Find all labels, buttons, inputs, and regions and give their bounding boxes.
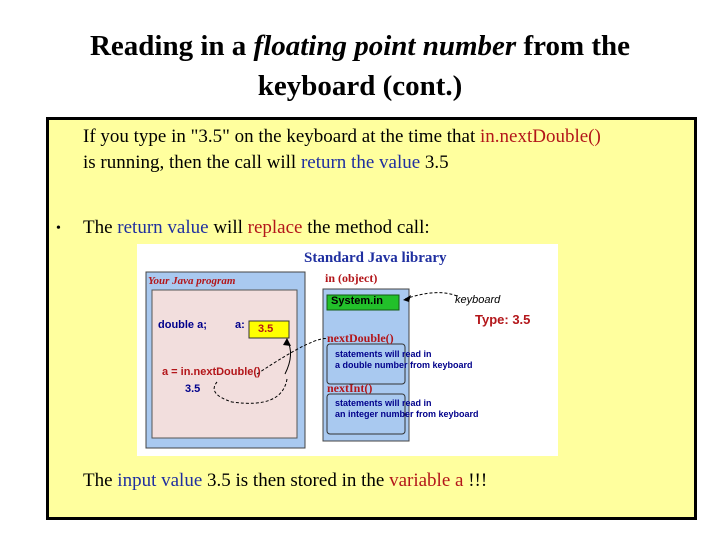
- title-text-1: Reading in a: [89, 30, 254, 62]
- bullet-replace: replace: [247, 217, 303, 238]
- bullet-return-value: return value: [117, 217, 209, 238]
- program-label: Your Java program: [148, 275, 236, 287]
- para2-line: [83, 469, 487, 493]
- nextdouble-statements: [335, 349, 473, 371]
- nd-stmt-line2: a double number from keyboard: [335, 360, 473, 370]
- assign-value: 3.5: [185, 383, 201, 395]
- bullet-text-a: The: [83, 217, 118, 238]
- ni-stmt-line1: statements will read in: [335, 398, 432, 408]
- title-text-2: from the: [516, 30, 631, 62]
- para1-line1: [83, 125, 601, 149]
- nextdouble-label: nextDouble(): [327, 331, 394, 345]
- std-lib-label: Standard Java library: [304, 250, 447, 266]
- ni-stmt-line2: an integer number from keyboard: [335, 409, 479, 419]
- para1-text: If you type in "3.5" on the keyboard at the time that: [83, 126, 480, 147]
- bullet-symbol: •: [56, 221, 61, 236]
- bullet-text-e: the method call:: [302, 217, 430, 238]
- para1-method-call: in.nextDouble(): [480, 126, 601, 147]
- slide-title: [0, 26, 720, 106]
- title-text-italic: floating point number: [253, 30, 517, 62]
- nextint-statements: [335, 398, 479, 420]
- double-decl-label: double a;: [158, 319, 207, 331]
- para1-text-2: is running, then the call will: [83, 152, 301, 173]
- para2-text-e: !!!: [463, 470, 488, 491]
- para2-input-value: input value: [117, 470, 203, 491]
- title-line-1: [0, 26, 720, 66]
- para1-return-phrase: return the value: [300, 152, 421, 173]
- nd-stmt-line1: statements will read in: [335, 349, 432, 359]
- bullet-line: [83, 216, 430, 240]
- nextint-label: nextInt(): [327, 381, 373, 395]
- value-box-text: 3.5: [258, 323, 274, 335]
- bullet-text-c: will: [208, 217, 248, 238]
- para2-text-a: The: [83, 470, 118, 491]
- title-line-2: keyboard (cont.): [257, 70, 463, 102]
- para1-value: 3.5: [420, 152, 449, 173]
- para1-line2: [83, 151, 449, 175]
- system-in-label: System.in: [331, 295, 383, 307]
- type-label: Type: 3.5: [475, 312, 531, 327]
- a-colon-label: a:: [235, 319, 245, 331]
- program-inner-panel: [152, 290, 297, 438]
- keyboard-label: keyboard: [455, 294, 501, 306]
- para2-variable-a: variable a: [389, 470, 464, 491]
- para2-text-c: 3.5 is then stored in the: [202, 470, 390, 491]
- in-object-label: in (object): [325, 271, 378, 285]
- assign-label: a = in.nextDouble(): [162, 366, 261, 378]
- java-library-figure: [137, 244, 558, 456]
